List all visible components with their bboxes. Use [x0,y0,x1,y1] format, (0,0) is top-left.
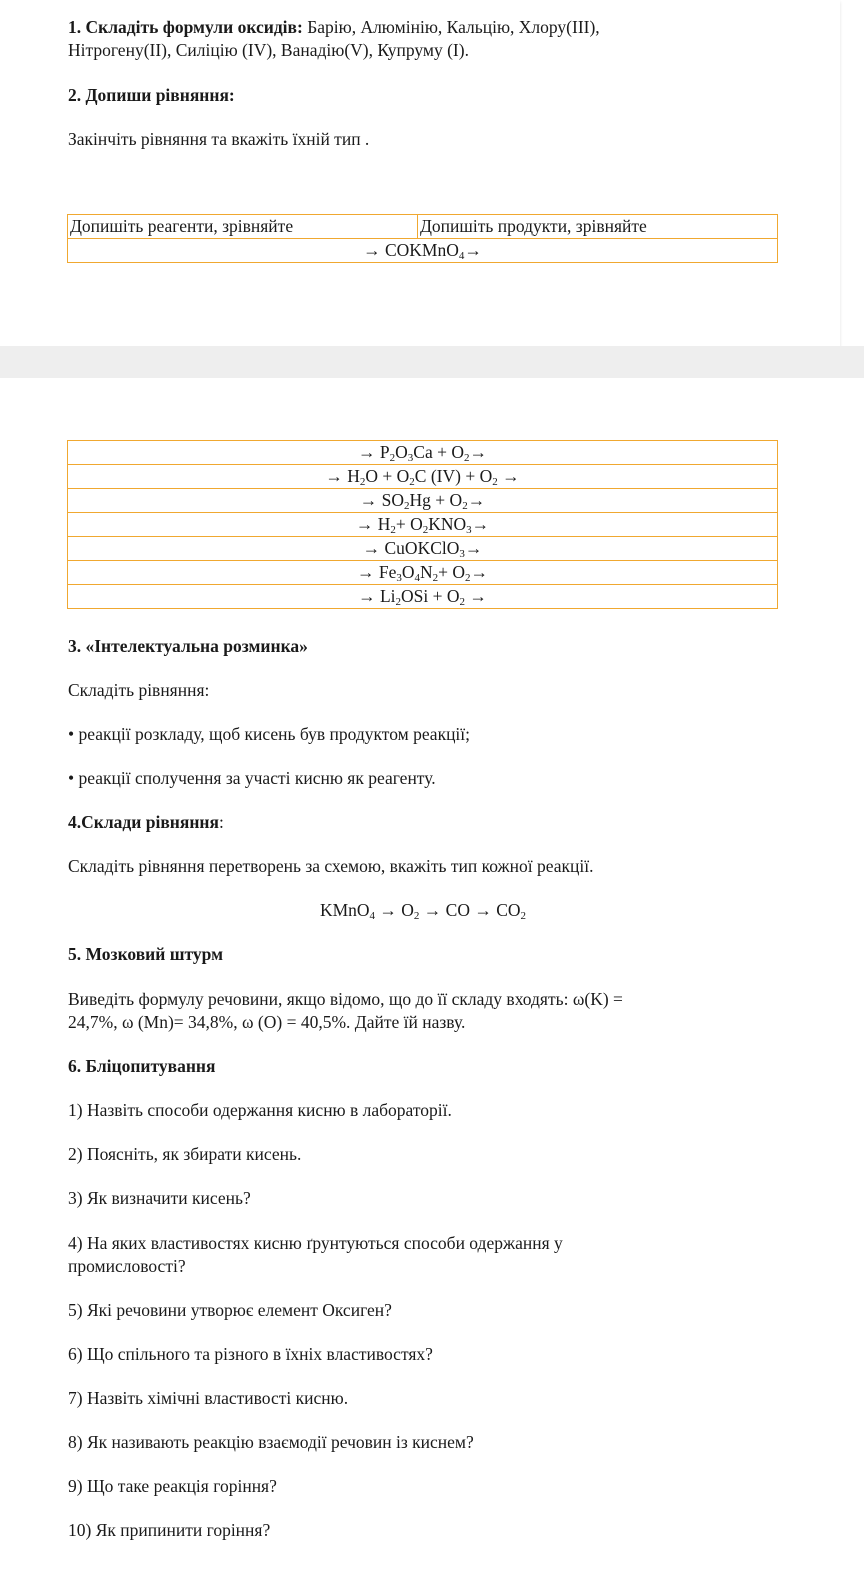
question-4-cont: промисловості? [68,1256,186,1276]
table-header-reagents: Допишіть реагенти, зрівняйте [68,215,418,239]
task1-heading: 1. Складіть формули оксидів: [68,17,303,37]
question-7: 7) Назвіть хімічні властивості кисню. [68,1388,349,1408]
task6-heading: 6. Бліцопитування [68,1056,216,1076]
equation-cell: → COKMnO$_4$→ [68,239,778,263]
task1-line2: Нітрогену(II), Силіцію (IV), Ванадію(V), Купруму (I). [68,40,469,60]
equation-cell: → $SO_2Hg + O_2\to$ [68,489,778,513]
equation-cell: → $Fe_3O_4N_2+ O_2\to$ [68,561,778,585]
task2-instruction: Закінчіть рівняння та вкажіть їхній тип . [68,129,370,149]
table-row [68,537,778,561]
question-9: 9) Що таке реакція горіння? [68,1476,277,1496]
task5-line1: Виведіть формулу речовини, якщо відомо, що до її складу входять: ω(K) = [68,989,623,1009]
task3-bullet-1: • реакції розкладу, щоб кисень був продуктом реакції; [68,724,471,744]
equation-cell: → $H_2O + O_2C$ $(IV) + O_2$ → [68,465,778,489]
table-row [68,561,778,585]
task4-instruction: Складіть рівняння перетворень за схемою, вкажіть тип кожної реакції. [68,856,594,876]
task1-line1: Барію, Алюмінію, Кальцію, Хлору(III), [302,17,600,37]
table-row [68,239,778,263]
task5-line2: 24,7%, ω (Mn)= 34,8%, ω (O) = 40,5%. Дайте їй назву. [68,1012,466,1032]
task1-paragraph [68,16,778,39]
table-row [68,465,778,489]
equation-table [67,440,778,609]
table-row [68,513,778,537]
question-2: 2) Поясніть, як збирати кисень. [68,1144,302,1164]
task4-scheme: KMnO$_4$ → $O_2$ → CO → $CO_2$ [319,900,527,922]
question-3: 3) Як визначити кисень? [68,1188,251,1208]
equation-cell: → CuOKClO$_3$→ [68,537,778,561]
equation-cell: → $Li_2OSi + O_2$ → [68,585,778,609]
table-header-products: Допишіть продукти, зрівняйте [418,215,778,239]
table-row [68,585,778,609]
equation-cell: → $P_2O_3Ca + O_2\to$ [68,441,778,465]
task4-heading: 4.Склади рівняння: [68,812,224,832]
table-header-row [68,215,778,239]
task2-heading: 2. Допиши рівняння: [68,85,235,105]
question-1: 1) Назвіть способи одержання кисню в лабораторії. [68,1100,452,1120]
table-row [68,489,778,513]
page-gap [0,346,864,378]
equation-cell: → $H_2+ O_2KNO_3\to$ [68,513,778,537]
table-row [68,441,778,465]
question-10: 10) Як припинити горіння? [68,1520,271,1540]
task5-heading: 5. Мозковий штурм [68,944,224,964]
question-8: 8) Як називають реакцію взаємодії речовин із киснем? [68,1432,474,1452]
question-5: 5) Які речовини утворює елемент Оксиген? [68,1300,392,1320]
question-4: 4) На яких властивостях кисню ґрунтуються способи одержання у [68,1233,563,1253]
task3-instruction: Складіть рівняння: [68,680,210,700]
task3-heading: 3. «Інтелектуальна розминка» [68,636,308,656]
equation-table-header [67,214,778,263]
task3-bullet-2: • реакції сполучення за участі кисню як реагенту. [68,768,436,788]
question-6: 6) Що спільного та різного в їхніх властивостях? [68,1344,433,1364]
